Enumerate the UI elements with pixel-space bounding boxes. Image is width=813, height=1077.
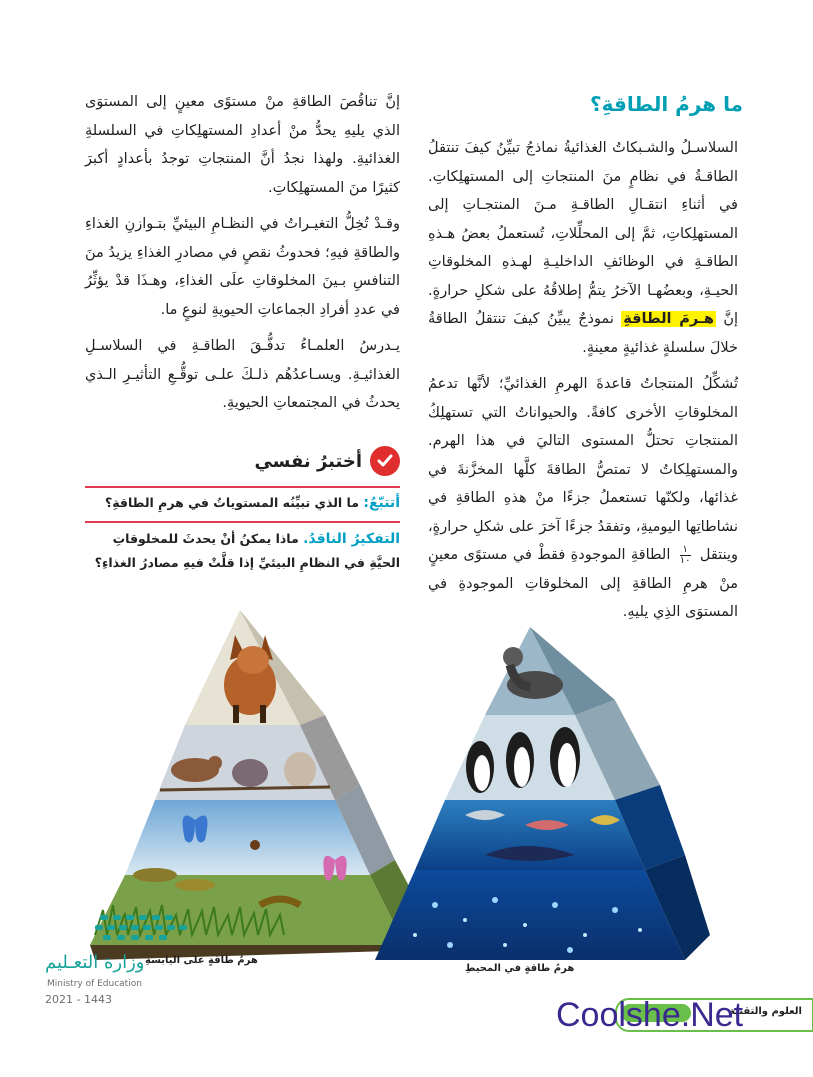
edition-year: 2021 - 1443	[45, 993, 112, 1006]
paragraph-scientists: يـدرسُ العلمـاءُ تدفُّـقَ الطاقـةِ في السلاسـلِ الغذائيـةِ. ويسـاعدُهُم ذلـكَ علـى توقُّـعِ التأثيـرِ الـذي يحدثُ في المجتمعاتِ الحيويةِ.	[85, 338, 400, 411]
paragraph-energy-pyramid	[428, 134, 738, 362]
checkmark-icon	[370, 446, 400, 476]
land-pyramid	[90, 610, 430, 960]
left-column	[85, 88, 400, 426]
paragraph-energy-decrease: إنَّ تناقُصَ الطاقةِ منْ مستوًى معينٍ إلى المستوَى الذي يليهِ يحدُّ منْ أعدادِ المستهلِكاتِ في السلسلةِ الغذائيةِ. ولهذا نجدُ أنَّ المنتجاتِ توجدُ بأعدادٍ أكبرَ كثيرًا منَ المستهلِكاتِ.	[85, 94, 400, 196]
divider	[85, 521, 400, 523]
question-tag: التفكيرُ الناقدُ.	[303, 531, 400, 547]
watermark: Coolshe.Net	[556, 996, 744, 1034]
section-heading: ما هرمُ الطاقةِ؟	[590, 92, 743, 116]
question-tag: أتتبّعُ:	[363, 495, 400, 511]
badge-label: العلوم والتقنية	[729, 1006, 802, 1017]
divider	[85, 486, 400, 488]
ministry-emblem-icon	[95, 910, 205, 950]
paragraph-text: نموذجٌ يبيِّنُ كيفَ تنتقلُ الطاقةُ خلالَ سلسلةٍ غذائيةٍ معينةٍ.	[428, 311, 738, 356]
paragraph-producers	[428, 370, 738, 627]
question-trace	[85, 491, 400, 515]
paragraph-text: تُشكِّلُ المنتجاتُ قاعدةَ الهرمِ الغذائيِّ؛ لأنَّها تدعمُ المخلوقاتِ الأخرى كافةً. والحيواناتُ التي تستهلِكُ المنتجاتِ تحتلُّ المستوى التاليَ في هذا الهرم. والمستهلِكاتُ لا تمتصُّ الطاقةَ كلَّها المخزَّنةَ في غذائها، ولكنّها تستعملُ جزءًا منْ هذهِ الطاقةِ في نشاطاتِها اليوميةِ، وتفقدُ جزءًا آخرَ على شكلِ حرارةٍ، وينتقل	[428, 376, 739, 563]
land-pyramid-caption: هرمُ طاقةٍ على اليابسةِ	[145, 955, 258, 966]
paragraph-ecosystem-changes: وقـدْ تُخِلُّ التغيـراتُ في النظـامِ البيئيِّ بتـوازنِ الغذاءِ والطاقةِ فيهِ؛ فحدوثُ نقصٍ في مصادرِ الغذاءِ يزيدُ منَ التنافسِ بـينَ المخلوقاتِ علَى الغذاءِ، وهـذَا قدْ يؤثِّرُ في عددِ أفرادِ الجماعاتِ الحيويةِ لنوعٍ ما.	[85, 216, 400, 318]
ministry-name-english: Ministry of Education	[47, 979, 142, 989]
question-text: ما الذي تبيِّنُه المستوياتُ في هرمِ الطاقةِ؟	[104, 495, 359, 510]
ministry-name-arabic: وزارة التعـليم	[45, 952, 145, 973]
self-check-title: أختبرُ نفسي	[254, 450, 362, 472]
ocean-pyramid-caption: هرمُ طاقةٍ في المحيطِ	[465, 963, 575, 974]
fraction-numerator: ١	[680, 545, 691, 556]
question-text: ماذا يمكنُ أنْ يحدثَ للمخلوقاتِ الحيَّةِ في النظامِ البيئيِّ إذا قلَّتْ فيهِ مصادرُ الغذاءِ؟	[94, 531, 400, 570]
ocean-pyramid	[375, 627, 710, 960]
self-check-header	[240, 446, 400, 476]
fraction	[680, 545, 691, 566]
highlighted-term: هـرمَ الطاقةِ	[623, 311, 714, 327]
fraction-denominator: ١٠	[679, 554, 691, 566]
paragraph-text: السلاسـلُ والشـبكاتُ الغذائيةُ نماذجُ تبيِّنُ كيفَ تنتقلُ الطاقـةُ في نظامٍ منَ المنتجاتِ إلى المستهلِكاتِ. في أثناءِ انتقـالِ الطاقـةِ مـنَ المنتجـاتِ إلى المستهلِكاتِ، ثمَّ إلى المحلِّلاتِ، تُستعملُ بعضُ هـذهِ الطاقـةِ في الوظائفِ الداخليـةِ لهـذهِ المخلوقاتِ الحيـةِ، وبعضُهـا الآخرُ يتمُّ إطلاقُهُ على شكلِ حرارةٍ. إنَّ	[428, 140, 739, 327]
paragraph-text: الطاقةِ الموجودةِ فقطْ في مستوًى معينٍ منْ هرمِ الطاقةِ إلى المخلوقاتِ الموجودةِ في المستوَى الذِي يليهِ.	[428, 547, 738, 620]
question-critical-thinking	[85, 527, 400, 575]
right-column	[428, 134, 738, 635]
